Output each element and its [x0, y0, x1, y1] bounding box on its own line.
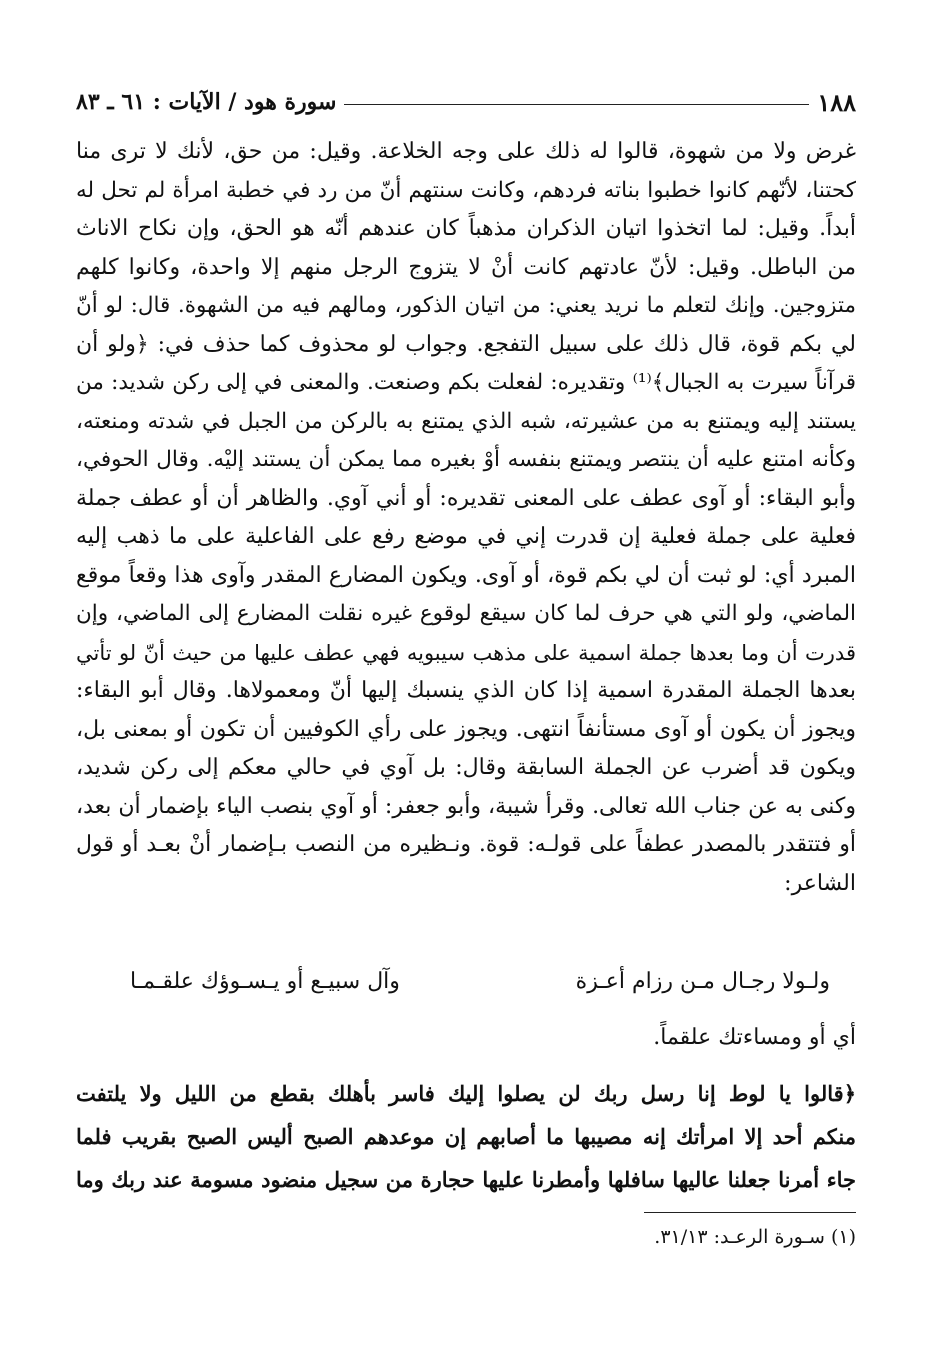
- text-line: بعدها الجملة المقدرة اسمية إذا كان الذي ينسبك إليها أنّ ومعمولاها. وقال أبو البقاء:: [76, 678, 856, 703]
- text-line: غرض ولا من شهوة، قالوا له ذلك على وجه الخلاعة. وقيل: من حق، لأنك لا ترى منا: [76, 139, 856, 164]
- text-line: متزوجين. وإنك لتعلم ما نريد يعني: من اتيان الذكور، ومالهم فيه من الشهوة. قال: لو أنّ: [76, 293, 856, 318]
- text-line: من الباطل. وقيل: لأنّ عادتهم كانت أنْ لا يتزوج الرجل منهم إلا واحدة، وكانوا كلهم: [76, 254, 856, 280]
- text-line: قرآناً سيرت به الجبال﴾⁽¹⁾ وتقديره: لفعلت بكم وصنعت. والمعنى في إلى ركن شديد: من: [76, 370, 856, 395]
- text-line: المبرد أي: لو ثبت أن لي بكم قوة، أو آوى. ويكون المضارع المقدر وآوى هذا وقعاً موقع: [76, 562, 856, 588]
- quran-passage: [76, 1072, 856, 1201]
- poetry-verse: [130, 962, 830, 1002]
- verse-second-hemistich: وآل سبيـع أو يـسـوؤك علقـمـا: [130, 969, 400, 994]
- text-line: ويكون قد أضرب عن الجملة السابقة وقال: بل آوي في حالي معكم إلى ركن شديد،: [76, 755, 856, 780]
- text-line: يستند إليه ويمتنع به من عشيرته، شبه الذي يمتنع به بالركن من الجبل في شدته ومنعته،: [76, 408, 856, 434]
- text-line: وكأنه امتنع عليه أن ينتصر ويمتنع بنفسه أوْ بغيره مما يمكن أن يستند إليْه. وقال الحوفي،: [76, 447, 856, 472]
- text-line: وكنى به عن جناب الله تعالى. وقرأ شيبة، وأبو جعفر: أو آوي بنصب الياء بإضمار أن بعد،: [76, 793, 856, 819]
- footnote: (١) سـورة الرعـد: ٣١/١٣.: [654, 1226, 856, 1248]
- quran-line: ﴿قالوا يا لوط إنا رسل ربك لن يصلوا إليك فاسر بأهلك بقطع من الليل ولا يلتفت: [76, 1081, 856, 1106]
- text-line: وأبو البقاء: أو آوى عطف على المعنى تقديره: أو أني آوي. والظاهر أن أو عطف جملة: [76, 485, 856, 511]
- commentary-text: [76, 133, 856, 903]
- page-number: ١٨٨: [817, 87, 856, 117]
- page-header: [76, 82, 856, 122]
- verse-explanation: أي أو ومساءتك علقماً.: [653, 1025, 856, 1050]
- text-line: فعلية على جملة فعلية إن قدرت إني في موضع رفع على الفاعلية على ما ذهب إليه: [76, 524, 856, 549]
- quran-line: منكم أحد إلا امرأتك إنه مصيبها ما أصابهم إن موعدهم الصبح أليس الصبح بقريب فلما: [76, 1124, 856, 1149]
- quran-line: جاء أمرنا جعلنا عاليها سافلها وأمطرنا عليها حجارة من سجيل منضود مسومة عند ربك وما: [76, 1167, 856, 1192]
- text-line: أو فتتقدر بالمصدر عطفاً على قولـه: قوة. ونـظيره من النصب بـإضمار أنْ بعـد أو قول: [76, 832, 856, 857]
- text-line: لي بكم قوة، قال ذلك على سبيل التفجع. وجواب لو محذوف كما حذف في: ﴿ولو أن: [76, 331, 856, 357]
- text-line: ويجوز أن يكون أو آوى مستأنفاً انتهى. ويجوز على رأي الكوفيين أن تكون أو بمعنى بل،: [76, 716, 856, 742]
- running-title: سورة هود / الآيات : ٦١ ـ ٨٣: [76, 89, 337, 115]
- text-line: الشاعر:: [784, 870, 856, 896]
- footnote-rule: [644, 1212, 856, 1213]
- header-rule: [344, 104, 809, 105]
- text-line: قدرت أن وما بعدها جملة اسمية على مذهب سيبويه فهي عطف عليها من حيث أنّ لو تأتي: [76, 640, 856, 665]
- text-line: الماضي، ولو التي هي حرف لما كان سيقع لوقوع غيره نقلت المضارع إلى الماضي، وإن: [76, 601, 856, 626]
- text-line: كحتنا، لأنّهم كانوا خطبوا بناته فردهم، وكانت سنتهم أنّ من رد في خطبة امرأة لم تحل له: [76, 177, 856, 203]
- text-line: أبداً. وقيل: لما اتخذوا اتيان الذكران مذهباً كان عندهم أنّه هو الحق، وإن نكاح الاناث: [76, 216, 856, 241]
- verse-first-hemistich: ولـولا رجـال مـن رزام أعـزة: [575, 969, 830, 994]
